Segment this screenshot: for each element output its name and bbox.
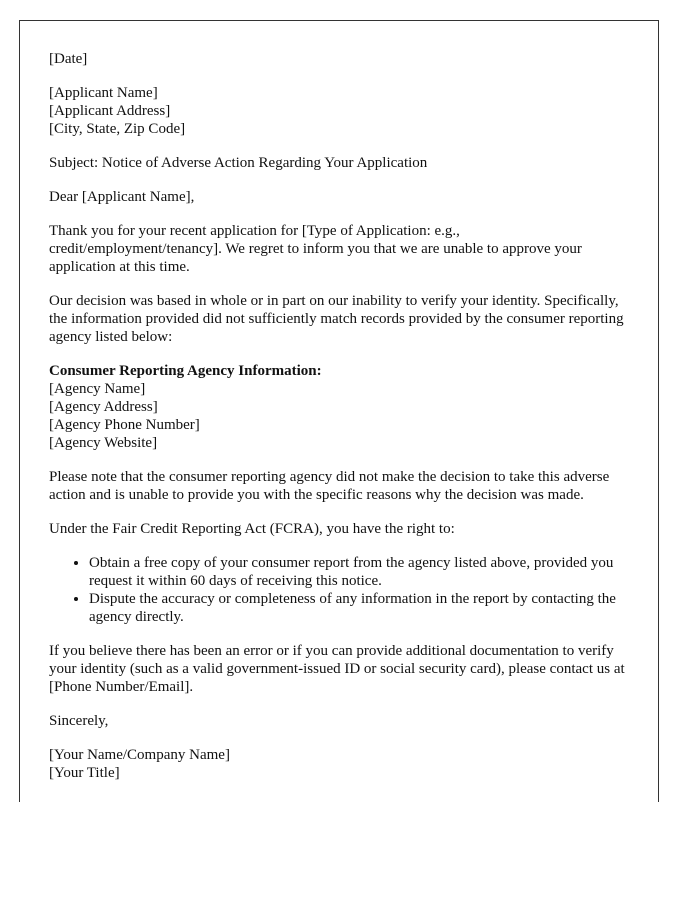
closing: Sincerely, [49, 713, 109, 729]
rights-item: • Obtain a free copy of your consumer report from the agency listed above, provided you request it within 60 days of receiving this notice. [89, 554, 629, 590]
rights-list [49, 554, 629, 626]
agency-heading: Consumer Reporting Agency Information: [49, 363, 322, 379]
agency-phone: [Agency Phone Number] [49, 417, 200, 433]
paragraph-intro: Thank you for your recent application for [Type of Application: e.g., credit/employment/tenancy]. We regret to inform you that we are unable to approve your application at this time. [49, 223, 582, 275]
signature-block [49, 746, 629, 782]
subject-line: Subject: Notice of Adverse Action Regarding Your Application [49, 155, 428, 171]
letter-page [19, 20, 659, 802]
recipient-address [49, 84, 629, 138]
salutation: Dear [Applicant Name], [49, 189, 195, 205]
recipient-street: [Applicant Address] [49, 103, 171, 119]
recipient-name: [Applicant Name] [49, 85, 158, 101]
agency-info [49, 362, 629, 452]
date: [Date] [49, 51, 88, 67]
rights-intro: Under the Fair Credit Reporting Act (FCRA), you have the right to: [49, 521, 455, 537]
agency-address: [Agency Address] [49, 399, 158, 415]
paragraph-decision: Our decision was based in whole or in part on our inability to verify your identity. Specifically, the information provided did not sufficiently match records provided by the consumer reporting agency listed below: [49, 293, 624, 345]
agency-website: [Agency Website] [49, 435, 158, 451]
rights-item: • Dispute the accuracy or completeness of any information in the report by contacting the agency directly. [89, 590, 629, 626]
paragraph-agency-note: Please note that the consumer reporting agency did not make the decision to take this adverse action and is unable to provide you with the specific reasons why the decision was made. [49, 469, 610, 503]
signature-title: [Your Title] [49, 765, 120, 781]
recipient-city: [City, State, Zip Code] [49, 121, 186, 137]
signature-name: [Your Name/Company Name] [49, 747, 230, 763]
paragraph-contact: If you believe there has been an error or if you can provide additional documentation to verify your identity (such as a valid government-issued ID or social security card), please contact us at [Phone Number/Email]. [49, 643, 625, 695]
agency-name: [Agency Name] [49, 381, 146, 397]
